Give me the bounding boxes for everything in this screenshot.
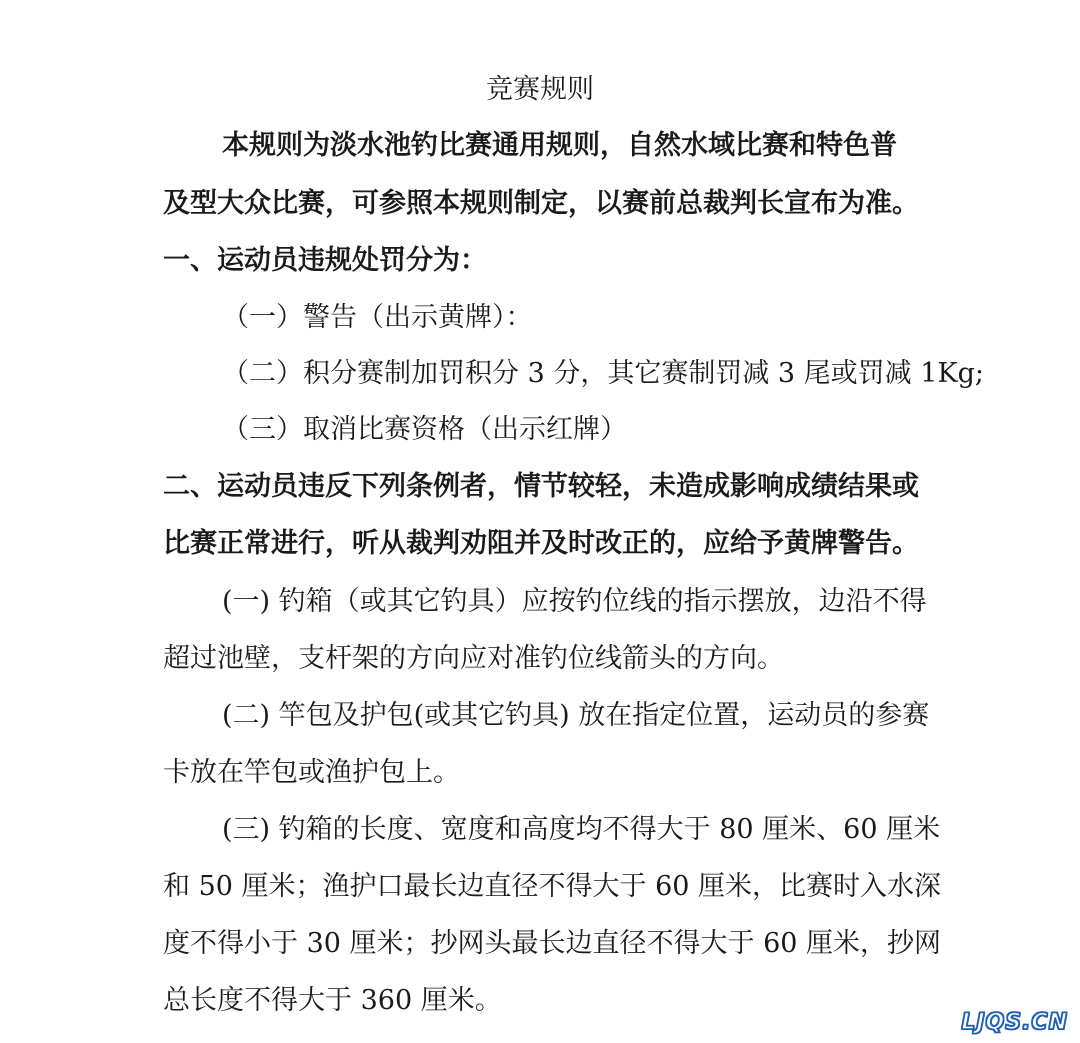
paragraph-line: 卡放在竿包或渔护包上。 — [163, 757, 460, 788]
list-item: (三) 钓箱的长度、宽度和高度均不得大于 80 厘米、60 厘米 — [222, 814, 941, 845]
section-heading: 一、运动员违规处罚分为： — [163, 245, 487, 276]
section-heading: 二、运动员违反下列条例者，情节较轻，未造成影响成绩结果或 — [163, 471, 919, 502]
paragraph-line: 超过池壁，支杆架的方向应对准钓位线箭头的方向。 — [163, 643, 784, 674]
paragraph-line: 比赛正常进行，听从裁判劝阻并及时改正的，应给予黄牌警告。 — [163, 528, 919, 559]
document-title: 竞赛规则 — [486, 74, 594, 105]
site-watermark: LJQS.CN — [961, 1010, 1068, 1035]
list-item: (一) 钓箱（或其它钓具）应按钓位线的指示摆放，边沿不得 — [222, 586, 927, 617]
list-item: (二) 竿包及护包(或其它钓具) 放在指定位置，运动员的参赛 — [222, 700, 930, 731]
list-item: （一）警告（出示黄牌）： — [222, 302, 533, 333]
paragraph-line: 本规则为淡水池钓比赛通用规则，自然水域比赛和特色普 — [222, 130, 897, 161]
paragraph-line: 度不得小于 30 厘米；抄网头最长边直径不得大于 60 厘米，抄网 — [163, 928, 942, 959]
paragraph-line: 和 50 厘米；渔护口最长边直径不得大于 60 厘米，比赛时入水深 — [163, 871, 942, 902]
list-item: （二）积分赛制加罚积分 3 分，其它赛制罚减 3 尾或罚减 1Kg; — [222, 358, 984, 389]
paragraph-line: 及型大众比赛，可参照本规则制定，以赛前总裁判长宣布为准。 — [163, 188, 919, 219]
list-item: （三）取消比赛资格（出示红牌） — [222, 414, 627, 445]
paragraph-line: 总长度不得大于 360 厘米。 — [163, 985, 502, 1016]
